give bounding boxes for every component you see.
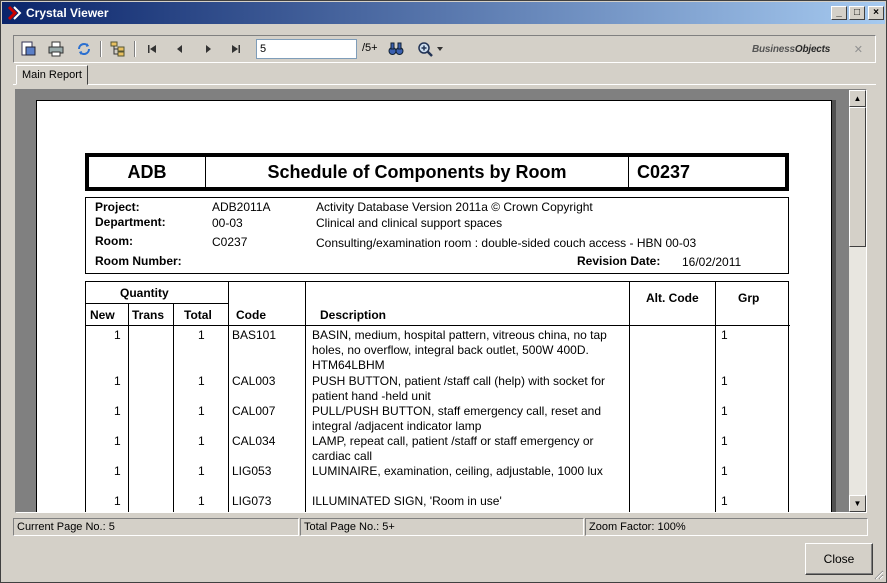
revision-date-value: 16/02/2011 — [682, 255, 742, 269]
next-page-icon — [202, 43, 214, 55]
previous-page-icon — [174, 43, 186, 55]
project-desc: Activity Database Version 2011a © Crown Copyright — [316, 200, 593, 214]
group-tree-button[interactable] — [108, 40, 128, 58]
export-icon — [20, 41, 36, 57]
cell-code: LIG073 — [232, 494, 272, 508]
previous-page-button[interactable] — [170, 40, 190, 58]
scroll-thumb[interactable] — [849, 107, 866, 247]
cell-new: 1 — [114, 404, 121, 418]
crystal-viewer-app-icon — [7, 5, 23, 21]
maximize-button[interactable]: □ — [849, 6, 865, 20]
cell-grp: 1 — [721, 328, 728, 342]
room-code: C0237 — [212, 235, 248, 249]
revision-date-label: Revision Date: — [577, 254, 661, 268]
businessobjects-logo: BusinessObjects — [752, 44, 831, 55]
room-label: Room: — [95, 234, 133, 248]
print-button[interactable] — [46, 40, 66, 58]
column-quantity: Quantity — [120, 286, 169, 300]
department-label: Department: — [95, 215, 166, 229]
scroll-down-button[interactable]: ▼ — [849, 495, 866, 512]
department-code: 00-03 — [212, 216, 243, 230]
cell-grp: 1 — [721, 434, 728, 448]
close-button[interactable]: Close — [805, 543, 873, 575]
cell-code: CAL007 — [232, 404, 276, 418]
page-number-input[interactable]: 5 — [256, 39, 357, 59]
cell-description: BASIN, medium, hospital pattern, vitreous china, no tap holes, no overflow, integral back outlet, 500W 400D. HTM64LBHM — [312, 328, 607, 372]
column-total: Total — [184, 308, 212, 322]
column-grp: Grp — [738, 291, 760, 305]
status-current-page: Current Page No.: 5 — [13, 518, 299, 536]
zoom-icon — [417, 41, 433, 57]
cell-description: LUMINAIRE, examination, ceiling, adjustable, 1000 lux — [312, 464, 603, 478]
report-title: Schedule of Components by Room — [267, 161, 567, 182]
search-text-button[interactable] — [386, 40, 406, 58]
cell-new: 1 — [114, 374, 121, 388]
cell-total: 1 — [198, 464, 205, 478]
title-bar — [2, 2, 885, 24]
chevron-down-icon — [436, 45, 444, 53]
tab-main-report[interactable]: Main Report — [16, 65, 88, 85]
cell-total: 1 — [198, 494, 205, 508]
scroll-up-button[interactable]: ▲ — [849, 90, 866, 107]
column-description: Description — [320, 308, 387, 322]
first-page-button[interactable] — [142, 40, 162, 58]
cell-code: CAL003 — [232, 374, 276, 388]
resize-grip-icon[interactable] — [872, 568, 884, 580]
toolbar — [13, 35, 876, 63]
cell-total: 1 — [198, 404, 205, 418]
print-icon — [48, 41, 64, 57]
cell-new: 1 — [114, 328, 121, 342]
cell-total: 1 — [198, 374, 205, 388]
last-page-icon — [230, 43, 242, 55]
room-info-box — [85, 197, 789, 274]
group-tree-icon — [110, 41, 126, 57]
cell-code: LIG053 — [232, 464, 272, 478]
project-code: ADB2011A — [212, 200, 271, 214]
cell-new: 1 — [114, 464, 121, 478]
column-trans: Trans — [132, 308, 165, 322]
components-table — [85, 281, 789, 513]
refresh-button[interactable] — [74, 40, 94, 58]
vertical-scrollbar[interactable] — [849, 90, 866, 512]
zoom-dropdown-button[interactable] — [414, 40, 446, 58]
cell-total: 1 — [198, 328, 205, 342]
column-code: Code — [236, 308, 266, 322]
status-zoom-factor: Zoom Factor: 100% — [585, 518, 868, 536]
header-adb: ADB — [127, 161, 167, 182]
cell-description: PUSH BUTTON, patient /staff call (help) with socket for patient hand -held unit — [312, 374, 605, 403]
cell-grp: 1 — [721, 494, 728, 508]
report-tabs — [13, 63, 876, 85]
header-room-code: C0237 — [637, 161, 691, 182]
status-total-page: Total Page No.: 5+ — [300, 518, 584, 536]
refresh-icon — [76, 41, 92, 57]
project-label: Project: — [95, 200, 140, 214]
report-header — [85, 153, 789, 191]
cell-new: 1 — [114, 434, 121, 448]
last-page-button[interactable] — [226, 40, 246, 58]
column-new: New — [90, 308, 115, 322]
page-total-label: /5+ — [362, 42, 378, 54]
cell-description: PULL/PUSH BUTTON, staff emergency call, reset and integral /adjacent indicator lamp — [312, 404, 602, 433]
minimize-button[interactable]: _ — [831, 6, 847, 20]
close-tab-icon[interactable]: ✕ — [853, 44, 863, 56]
report-page — [36, 100, 832, 513]
first-page-icon — [146, 43, 158, 55]
cell-new: 1 — [114, 494, 121, 508]
cell-grp: 1 — [721, 404, 728, 418]
cell-code: BAS101 — [232, 328, 277, 342]
status-bar — [13, 518, 870, 536]
export-button[interactable] — [18, 40, 38, 58]
room-desc: Consulting/examination room : double-sided couch access - HBN 00-03 — [316, 236, 697, 250]
report-viewer-area — [15, 89, 867, 513]
room-number-label: Room Number: — [95, 254, 182, 268]
department-desc: Clinical and clinical support spaces — [316, 216, 503, 230]
window-title: Crystal Viewer — [26, 6, 109, 20]
binoculars-icon — [388, 41, 404, 57]
column-alt-code: Alt. Code — [646, 291, 699, 305]
cell-grp: 1 — [721, 374, 728, 388]
cell-description: ILLUMINATED SIGN, 'Room in use' — [312, 494, 502, 508]
cell-description: LAMP, repeat call, patient /staff or staff emergency or cardiac call — [312, 434, 594, 463]
window-close-button[interactable]: × — [868, 6, 884, 20]
cell-code: CAL034 — [232, 434, 276, 448]
cell-total: 1 — [198, 434, 205, 448]
cell-grp: 1 — [721, 464, 728, 478]
next-page-button[interactable] — [198, 40, 218, 58]
